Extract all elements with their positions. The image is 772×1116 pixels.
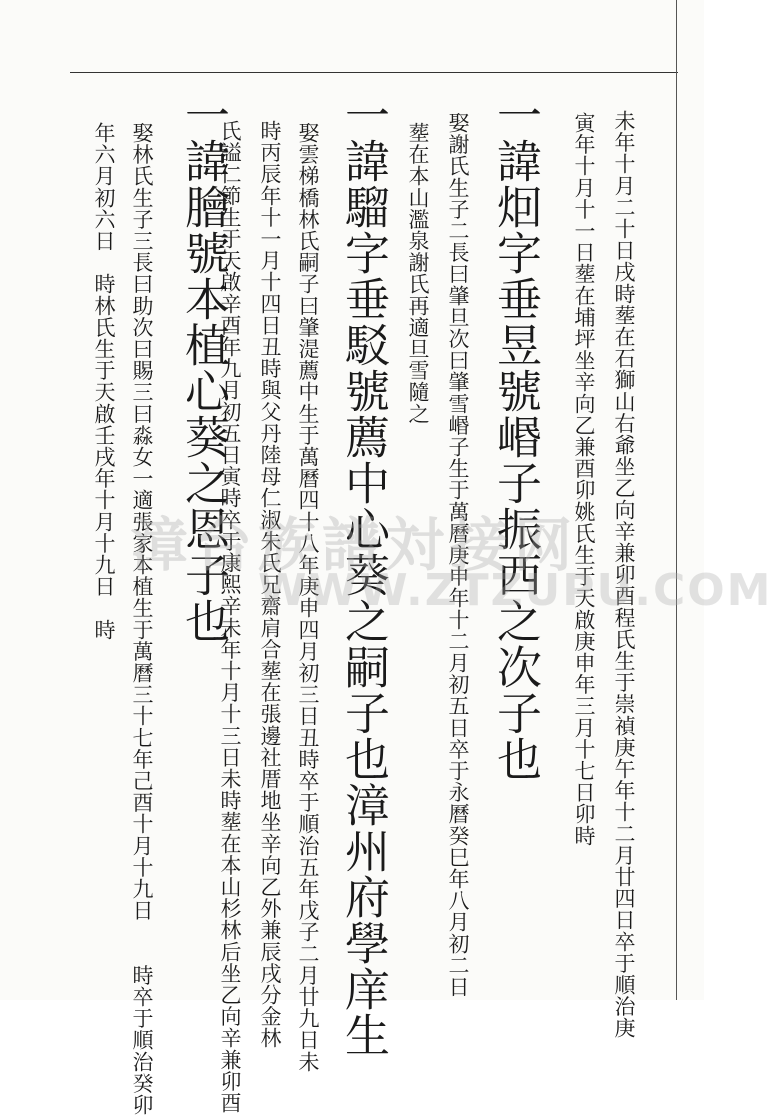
- watermark-text: 漳台族譜対接网: [130, 511, 579, 579]
- text-column-4: 娶謝氏生子二長曰肇旦次曰肇雪㟭子生于萬曆庚申年十二月初五日卒于永曆癸巳年八月初二日: [446, 112, 470, 998]
- entry-heading-3: 一諱膾號本植心葵之恩子也: [177, 92, 230, 644]
- text-column-12: 年六月初六日 時林氏生于天啟壬戌年十月十九日 時: [92, 122, 116, 641]
- text-column-1: 未年十月二十日戌時塟在石獅山右爺坐乙向辛兼卯酉程氏生于崇禎庚午年十二月廿四日卒于順治庚: [612, 110, 636, 1039]
- page-border-top: [70, 72, 678, 73]
- entry-heading-2: 一諱騮字垂駁號薦中心葵之嗣子也漳州府學庠生: [337, 92, 390, 1058]
- text-column-5: 塟在本山濫泉謝氏再適旦雪隨之: [406, 122, 430, 425]
- text-column-11: 娶林氏生子三長曰助次曰賜三曰淼女一適張家本植生于萬曆三十七年己酉十月十九日 時卒于順治癸卯: [130, 122, 154, 1116]
- entry-heading-1: 一諱𤇆字垂昱號㟭子振西之次子也: [489, 92, 542, 782]
- watermark-url: WWW.ZTZUPU.COM: [258, 565, 772, 616]
- page-border-right: [676, 0, 677, 1000]
- text-column-2: 寅年十月十一日塟在埔坪坐辛向乙兼酉卯姚氏生于天啟庚申年三月十七日卯時: [572, 112, 596, 847]
- text-column-8: 時丙辰年十一月十四日丑時與父丹陸母仁淑朱氏兄齋肩合塟在張邊社厝地坐辛向乙外兼辰戌分金林: [258, 120, 282, 1049]
- text-column-9: 氏謚仁節生于天啟辛酉年九月初五日寅時卒于康熙辛未年十月十三日未時塟在本山杉林后坐乙向辛兼卯酉: [218, 120, 242, 1114]
- text-column-7: 娶雲梯橋林氏嗣子曰肇湜薦中生于萬曆四十八年庚申四月初三日丑時卒于順治五年戊子二月廿九日未: [296, 122, 320, 1073]
